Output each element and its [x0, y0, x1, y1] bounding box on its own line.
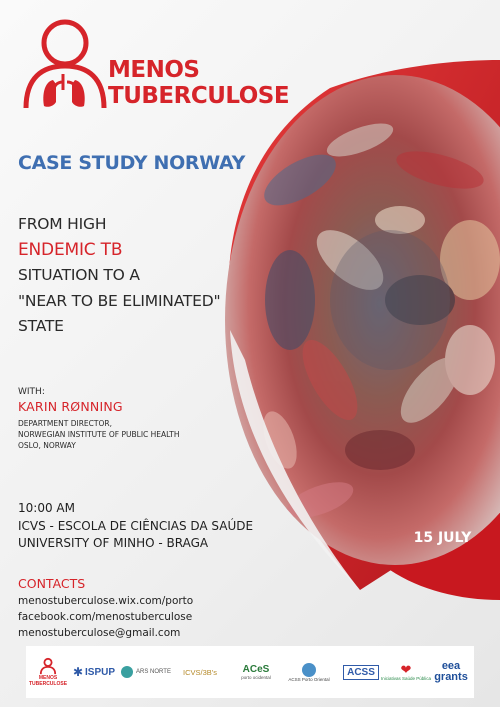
speaker-name: KARIN RØNNING [18, 399, 123, 414]
partner-icvs-text: ICVS/3B's [183, 667, 217, 677]
logo-line-2: TUBERCULOSE [108, 83, 290, 109]
headline-line-5: STATE [18, 317, 64, 335]
event-date: 15 JULY [413, 530, 472, 546]
event-venue: ICVS - ESCOLA DE CIÊNCIAS DA SAÚDE [18, 518, 254, 533]
heart-icon: ❤ [400, 662, 412, 677]
partner-eea-grants-logo [428, 646, 474, 698]
ars-circle-icon [121, 666, 133, 678]
role-line-2: NORWEGIAN INSTITUTE OF PUBLIC HEALTH [18, 430, 180, 439]
talk-headline [18, 212, 220, 340]
role-line-1: DEPARTMENT DIRECTOR, [18, 419, 112, 428]
contacts-list [18, 593, 193, 641]
partner-aces-text: ACeS [242, 664, 270, 675]
speaker-role [18, 418, 180, 451]
globe-icon [302, 663, 316, 677]
with-label: WITH: [18, 387, 45, 397]
logo-line-1: MENOS [108, 57, 200, 83]
contacts-heading: CONTACTS [18, 576, 86, 591]
partner-ars-logo [118, 646, 174, 698]
partner-menos-line-1: MENOS [38, 675, 58, 681]
partner-eea-line-2: grants [434, 671, 468, 683]
event-details [18, 500, 253, 553]
partner-ispup-logo [72, 646, 116, 698]
partner-logos-bar [26, 646, 474, 698]
contact-email-link[interactable]: menostuberculose@gmail.com [18, 627, 181, 639]
headline-line-4: "NEAR TO BE ELIMINATED" [18, 291, 221, 310]
contact-facebook-link[interactable]: facebook.com/menostuberculose [18, 611, 193, 623]
partner-eea-line-1: eea [441, 660, 461, 672]
contact-website-link[interactable]: menostuberculose.wix.com/porto [18, 595, 194, 607]
logo-wordmark [108, 57, 289, 109]
role-line-3: OSLO, NORWAY [18, 441, 76, 450]
person-lungs-icon [20, 16, 120, 116]
partner-acss-text: ACSS [343, 665, 379, 680]
partner-menos-line-2: TUBERCULOSE [28, 681, 68, 687]
partner-acss-porto-text: ACSS Porto Oriental [288, 676, 330, 682]
partner-icvs-logo [176, 646, 224, 698]
partner-iniciativas-text: Iniciativas Saúde Pública [380, 676, 432, 681]
partner-iniciativas-logo [380, 646, 432, 698]
event-place: UNIVERSITY OF MINHO - BRAGA [18, 536, 209, 550]
partner-ars-text: ARS NORTE [136, 669, 171, 675]
case-study-title: CASE STUDY NORWAY [18, 152, 246, 174]
ispup-emblem-icon: ✱ [72, 665, 84, 679]
event-time: 10:00 AM [18, 501, 75, 515]
headline-line-2: ENDEMIC TB [18, 239, 123, 260]
partner-menos-logo [28, 646, 68, 698]
partner-ispup-text: ISPUP [85, 666, 116, 678]
partner-aces-logo [228, 646, 284, 698]
headline-line-1: FROM HIGH [18, 215, 107, 233]
headline-line-3: SITUATION TO A [18, 266, 140, 284]
partner-aces-sub: porto ocidental [241, 675, 271, 680]
partner-acss-logo [338, 646, 384, 698]
partner-acss-porto-logo [284, 646, 334, 698]
person-icon [39, 657, 57, 675]
